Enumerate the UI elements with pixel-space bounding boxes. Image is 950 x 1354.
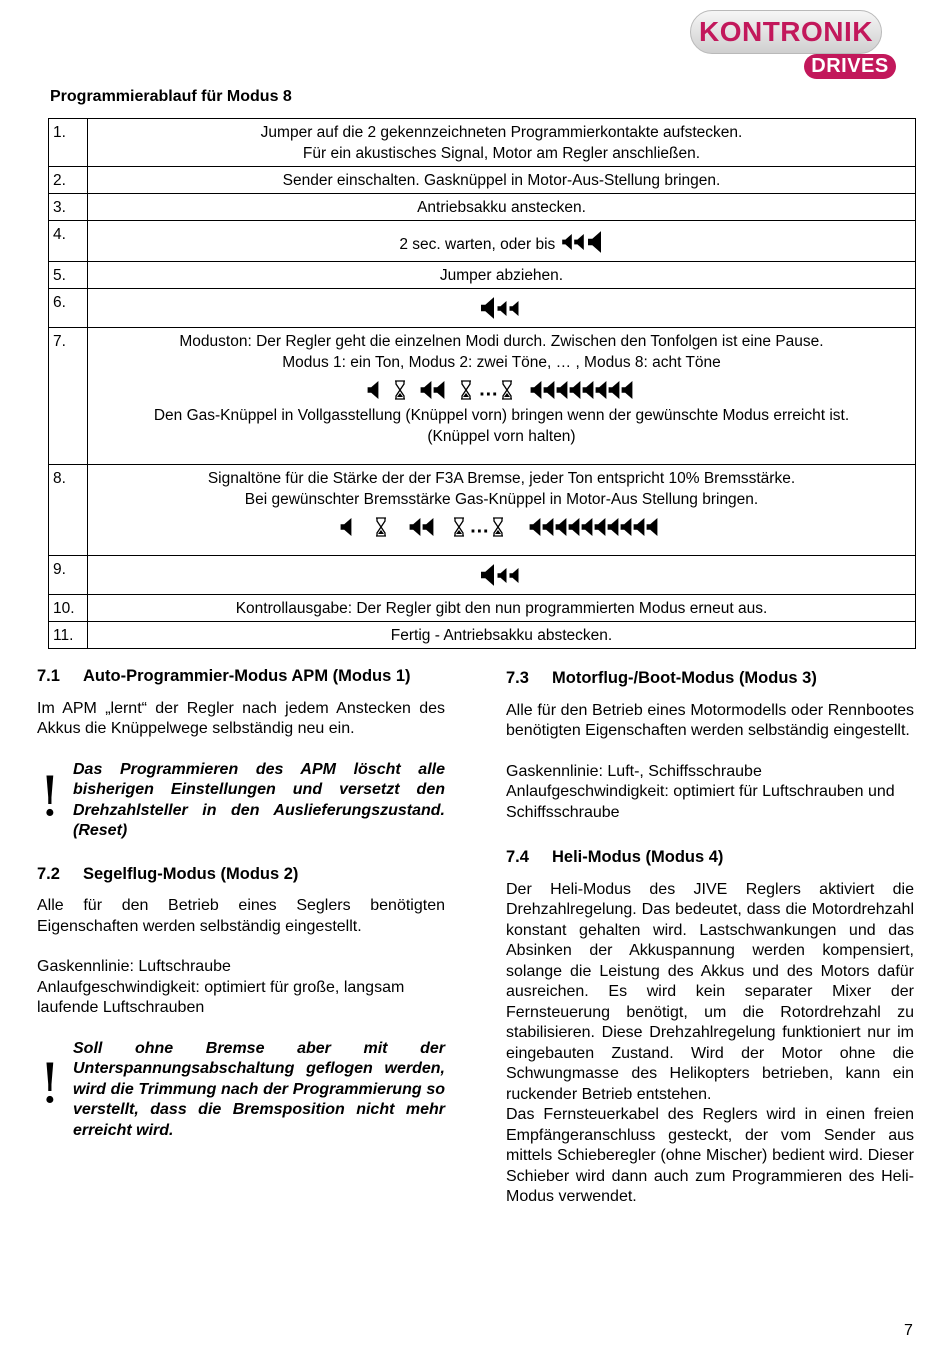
table-title: Programmierablauf für Modus 8 <box>50 88 292 105</box>
logo-wordmark: KONTRONIK <box>690 10 882 54</box>
step-line: 2 sec. warten, oder bis <box>399 236 556 254</box>
step-text <box>88 289 916 328</box>
section-heading-7-2: 7.2 Segelflug-Modus (Modus 2) <box>37 864 299 883</box>
step-text <box>88 556 916 595</box>
step-number: 3. <box>49 194 88 221</box>
section-text: Gaskennlinie: Luft-, Schiffsschraube <box>506 762 762 780</box>
step-number: 7. <box>49 328 88 465</box>
step-line: Für ein akustisches Signal, Motor am Regler anschließen. <box>302 145 701 162</box>
table-row <box>49 194 916 221</box>
warning-text: Das Programmieren des APM löscht alle bisherigen Einstellungen und versetzt den Drehzahlsteller in den Auslieferungszustand. (Reset) <box>73 760 445 839</box>
section-heading-7-4: 7.4 Heli-Modus (Modus 4) <box>506 848 724 866</box>
warning-text: Soll ohne Bremse aber mit der Unterspannungsabschaltung geflogen werden, wird die Trimmung nach der Programmierung so verstellt, dass die Bremsposition nicht mehr erreicht wird. <box>73 1039 445 1139</box>
speaker-icon <box>515 516 663 538</box>
section-text: Das Fernsteuerkabel des Reglers wird in einen freien Empfängeranschluss gesteckt, der vom Sender aus mittels Schieberegler (ohne Mischer) bedient wird. Dieser Schieber wird dann auch zum Programmieren des Heli-Modus verwendet. <box>506 1106 914 1205</box>
ellipsis: … <box>478 378 500 401</box>
step-text <box>88 328 916 465</box>
step-number: 10. <box>49 595 88 622</box>
step-text: Antriebsakku anstecken. <box>88 194 916 221</box>
table-row <box>49 119 916 167</box>
step-number: 1. <box>49 119 88 167</box>
step-line: Signaltöne für die Stärke der der F3A Bremse, jeder Ton entspricht 10% Bremsstärke. <box>207 470 796 487</box>
section-text: Anlaufgeschwindigkeit: optimiert für große, langsam laufende Luftschrauben <box>37 978 405 1016</box>
step-line: Den Gas-Knüppel in Vollgasstellung (Knüppel vorn) bringen wenn der gewünschte Modus erreicht ist. <box>153 407 850 424</box>
ellipsis: … <box>469 515 491 538</box>
step-number: 4. <box>49 221 88 262</box>
table-row <box>49 167 916 194</box>
table-row <box>49 465 916 556</box>
hourglass-icon <box>441 516 469 538</box>
section-text: Im APM „lernt“ der Regler nach jedem Anstecken des Akkus die Knüppelwege selbständig neu ein. <box>37 699 445 737</box>
kontronik-logo <box>690 6 896 76</box>
hourglass-icon <box>499 379 519 401</box>
tone-sequence <box>562 231 602 259</box>
step-text: Kontrollausgabe: Der Regler gibt den nun programmierten Modus erneut aus. <box>88 595 916 622</box>
step-text: Jumper abziehen. <box>88 262 916 289</box>
table-row <box>49 556 916 595</box>
section-text: Alle für den Betrieb eines Motormodells oder Rennbootes benötigten Eigenschaften werden selbständig eingestellt. <box>506 701 914 739</box>
tone-sequence <box>92 516 911 538</box>
speaker-icon <box>340 516 354 538</box>
exclamation-icon: ! <box>39 1051 61 1115</box>
table-row <box>49 262 916 289</box>
hourglass-icon <box>359 516 399 538</box>
step-line: Bei gewünschter Bremsstärke Gas-Knüppel in Motor-Aus Stellung bringen. <box>244 491 759 508</box>
step-line: Moduston: Der Regler geht die einzelnen Modi durch. Zwischen den Tonfolgen ist eine Pause. <box>179 333 824 350</box>
speaker-icon <box>562 231 602 253</box>
speaker-icon <box>524 379 636 401</box>
step-number: 11. <box>49 622 88 649</box>
step-line: Jumper auf die 2 gekennzeichneten Programmierkontakte aufstecken. <box>260 124 743 141</box>
section-text: Anlaufgeschwindigkeit: optimiert für Luftschrauben und Schiffsschraube <box>506 783 895 821</box>
step-text <box>88 221 916 262</box>
table-row <box>49 595 916 622</box>
programming-steps-table <box>48 118 916 649</box>
speaker-icon <box>403 516 437 538</box>
speaker-icon <box>367 379 381 401</box>
table-row <box>49 221 916 262</box>
left-column <box>37 666 445 1163</box>
table-row <box>49 328 916 465</box>
warning-box <box>37 1039 445 1142</box>
step-number: 9. <box>49 556 88 595</box>
right-column <box>506 668 914 1208</box>
step-number: 8. <box>49 465 88 556</box>
section-heading-7-1: 7.1 Auto-Programmier-Modus APM (Modus 1) <box>37 667 411 685</box>
hourglass-icon <box>386 379 412 401</box>
step-number: 6. <box>49 289 88 328</box>
step-line: Modus 1: ein Ton, Modus 2: zwei Töne, … , Modus 8: acht Töne <box>282 354 721 371</box>
exclamation-icon: ! <box>39 764 61 828</box>
section-text: Der Heli-Modus des JIVE Reglers aktiviert die Drehzahlregelung. Das bedeutet, dass die Motordrehzahl konstant gehalten wird. Lastschwankungen und das Absinken der Akkuspannung werden kompensiert, solange die Leistung des Akkus und des Motors dafür ausreichen. Es wird kein separater Mixer der Fernsteuerung benötigt, um die Rotordrehzahl zu stabilisieren. Diese Drehzahlregelung funktioniert nur im eingebauten Zustand. Wird der Motor ohne die Schwungmasse des Helikopters betrieben, kann ein ruckender Betrieb entstehen. <box>506 880 914 1103</box>
speaker-icon <box>481 564 523 586</box>
speaker-icon <box>416 379 448 401</box>
hourglass-icon <box>490 516 510 538</box>
step-text: Sender einschalten. Gasknüppel in Motor-Aus-Stellung bringen. <box>88 167 916 194</box>
section-heading-7-3: 7.3 Motorflug-/Boot-Modus (Modus 3) <box>506 669 817 687</box>
step-number: 5. <box>49 262 88 289</box>
table-row <box>49 622 916 649</box>
tone-sequence <box>92 379 911 401</box>
step-text: Fertig - Antriebsakku abstecken. <box>88 622 916 649</box>
warning-box <box>37 760 445 842</box>
section-text: Gaskennlinie: Luftschraube <box>37 958 231 975</box>
step-line: (Knüppel vorn halten) <box>427 428 576 445</box>
step-text <box>88 119 916 167</box>
page-number: 7 <box>904 1322 913 1339</box>
hourglass-icon <box>452 379 478 401</box>
section-text: Alle für den Betrieb eines Seglers benötigten Eigenschaften werden selbständig eingestellt. <box>37 897 445 935</box>
logo-subtitle: DRIVES <box>804 54 896 79</box>
step-text <box>88 465 916 556</box>
step-number: 2. <box>49 167 88 194</box>
table-row <box>49 289 916 328</box>
speaker-icon <box>481 297 523 319</box>
